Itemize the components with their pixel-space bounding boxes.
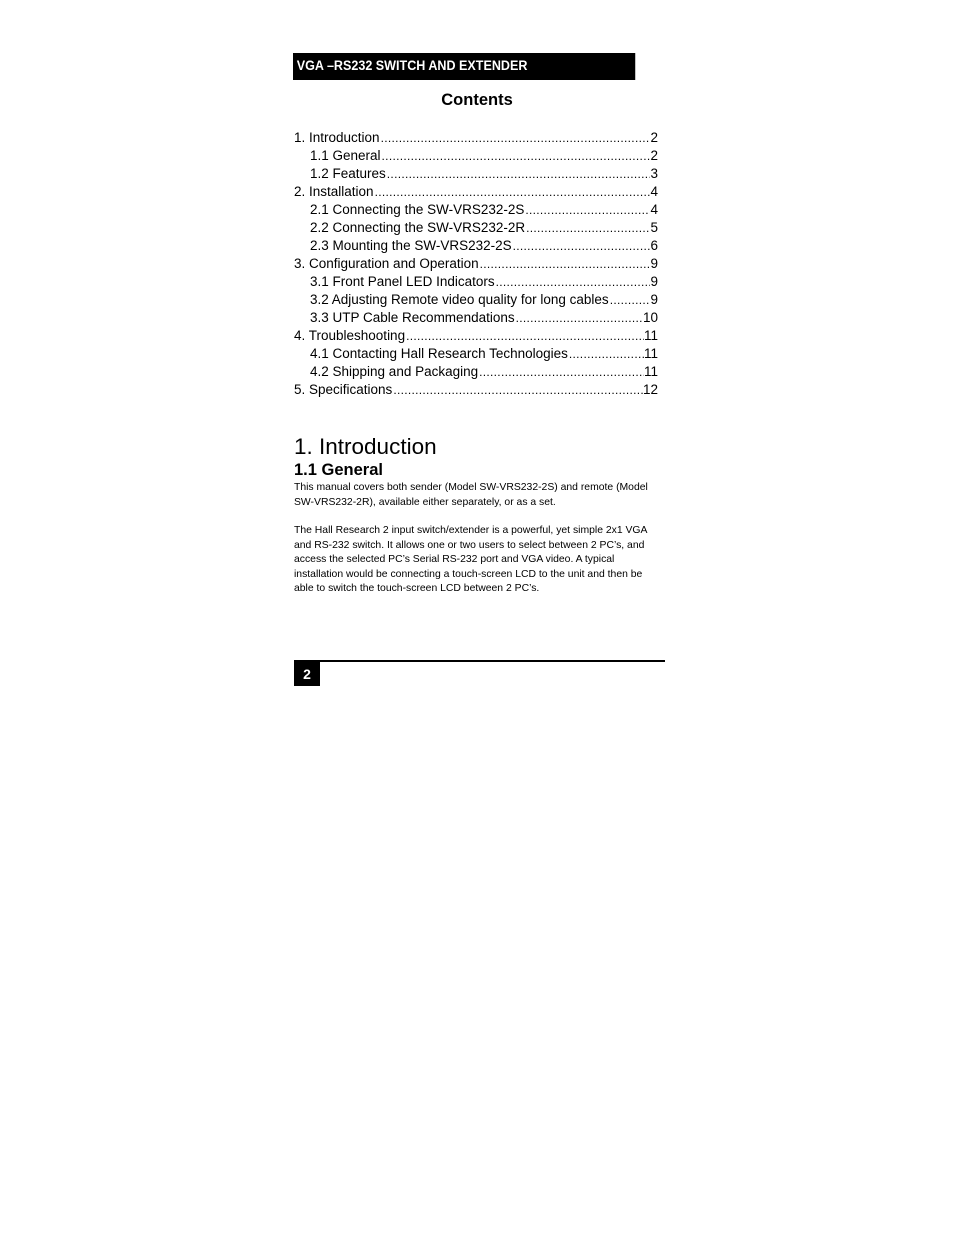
toc-entry-page: 11 — [643, 346, 658, 361]
toc-entry-title: 5. Specifications — [294, 382, 393, 397]
toc-entry-page: 9 — [650, 256, 658, 271]
page-number: 2 — [294, 662, 320, 686]
toc-entry-title: 2.1 Connecting the SW-VRS232-2S — [310, 202, 525, 217]
running-header: VGA –RS232 SWITCH AND EXTENDER — [293, 53, 635, 80]
toc-entry-title: 2. Installation — [294, 184, 374, 199]
toc-entry-title: 3.2 Adjusting Remote video quality for long cables — [310, 292, 609, 307]
body-paragraph: This manual covers both sender (Model SW-VRS232-2S) and remote (Model SW-VRS232-2R), available either separately, or as a set. — [294, 482, 648, 508]
toc-dot-leader — [495, 273, 651, 291]
toc-entry-page: 2 — [650, 130, 658, 145]
table-of-contents — [294, 129, 658, 399]
toc-entry-title: 1. Introduction — [294, 130, 380, 145]
toc-entry[interactable] — [294, 165, 658, 183]
toc-entry-page: 9 — [650, 292, 658, 307]
toc-entry[interactable] — [294, 309, 658, 327]
toc-entry[interactable] — [294, 147, 658, 165]
toc-entry-page: 11 — [643, 328, 658, 343]
toc-dot-leader — [609, 291, 651, 309]
toc-dot-leader — [568, 345, 644, 363]
toc-entry-title: 3.3 UTP Cable Recommendations — [310, 310, 515, 325]
toc-entry-title: 4.1 Contacting Hall Research Technologies — [310, 346, 568, 361]
toc-entry-page: 2 — [650, 148, 658, 163]
toc-entry[interactable] — [294, 273, 658, 291]
toc-dot-leader — [512, 237, 651, 255]
subsection-heading: 1.1 General — [294, 461, 383, 479]
toc-entry-page: 4 — [650, 202, 658, 217]
toc-entry[interactable] — [294, 291, 658, 309]
toc-entry[interactable] — [294, 255, 658, 273]
contents-title: Contents — [441, 91, 513, 109]
toc-entry[interactable] — [294, 363, 658, 381]
toc-entry-page: 11 — [643, 364, 658, 379]
toc-entry-page: 10 — [642, 310, 658, 325]
toc-dot-leader — [479, 255, 651, 273]
toc-entry-page: 4 — [650, 184, 658, 199]
toc-entry[interactable] — [294, 219, 658, 237]
toc-dot-leader — [374, 183, 651, 201]
toc-entry-title: 4. Troubleshooting — [294, 328, 406, 343]
toc-entry-page: 12 — [642, 382, 658, 397]
section-heading: 1. Introduction — [294, 434, 437, 459]
toc-entry-title: 1.1 General — [310, 148, 381, 163]
toc-entry[interactable] — [294, 327, 658, 345]
toc-dot-leader — [381, 147, 651, 165]
toc-entry-title: 2.3 Mounting the SW-VRS232-2S — [310, 238, 512, 253]
toc-dot-leader — [525, 219, 650, 237]
toc-dot-leader — [478, 363, 644, 381]
toc-entry[interactable] — [294, 129, 658, 147]
body-paragraph: The Hall Research 2 input switch/extender is a powerful, yet simple 2x1 VGA and RS-232 switch. It allows one or two users to select between 2 PC’s, and access the selected PC’s Serial RS-232 port and VGA video. A typical installation would be connecting a touch-screen LCD to the unit and then be able to switch the touch-screen LCD between 2 PC’s. — [294, 525, 647, 595]
toc-dot-leader — [515, 309, 643, 327]
toc-entry-title: 3.1 Front Panel LED Indicators — [310, 274, 495, 289]
toc-dot-leader — [405, 327, 644, 345]
toc-entry[interactable] — [294, 237, 658, 255]
toc-dot-leader — [386, 165, 651, 183]
toc-entry-page: 3 — [650, 166, 658, 181]
toc-entry-page: 9 — [650, 274, 658, 289]
toc-entry-title: 4.2 Shipping and Packaging — [310, 364, 479, 379]
toc-entry-title: 1.2 Features — [310, 166, 386, 181]
footer-rule — [294, 660, 665, 662]
toc-dot-leader — [380, 129, 651, 147]
toc-entry[interactable] — [294, 183, 658, 201]
toc-entry-title: 2.2 Connecting the SW-VRS232-2R — [310, 220, 526, 235]
toc-entry-page: 5 — [650, 220, 658, 235]
toc-entry[interactable] — [294, 201, 658, 219]
toc-dot-leader — [392, 381, 643, 399]
toc-entry[interactable] — [294, 381, 658, 399]
toc-entry[interactable] — [294, 345, 658, 363]
toc-entry-page: 6 — [650, 238, 658, 253]
toc-dot-leader — [524, 201, 650, 219]
toc-entry-title: 3. Configuration and Operation — [294, 256, 479, 271]
